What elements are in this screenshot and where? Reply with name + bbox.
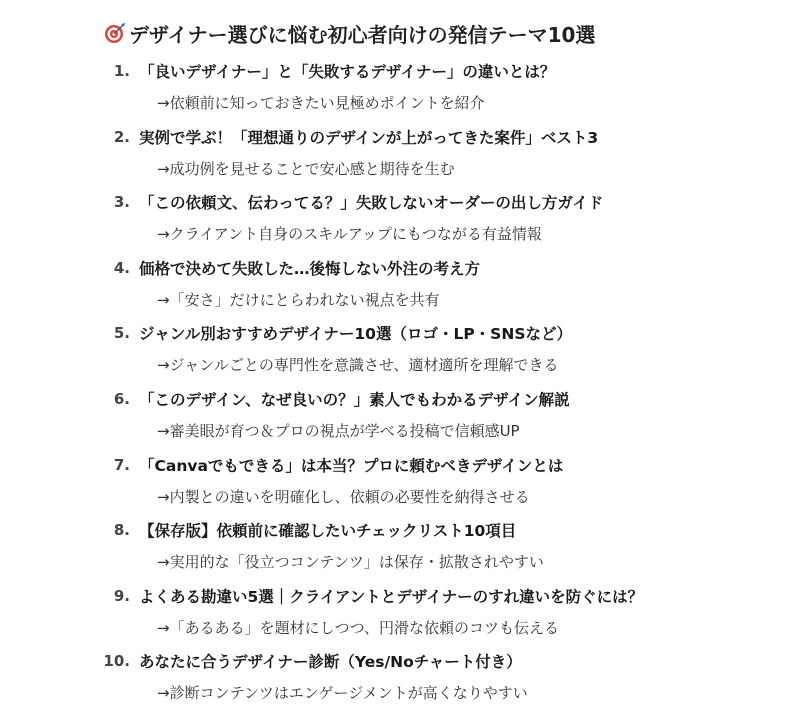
page-title-text: デザイナー選びに悩む初心者向けの発信テーマ10選 [129,22,596,47]
list-item-heading: 「Canvaでもできる」は本当？プロに頼むべきデザインとは [139,456,564,475]
list-item-heading: よくある勘違い5選｜クライアントとデザイナーのすれ違いを防ぐには？ [139,587,644,606]
list-item [0,60,790,126]
list-item [0,388,790,454]
page-title [104,18,595,48]
list-item-number: 6. [113,389,130,408]
list-item-description: →クライアント自身のスキルアップにもつながる有益情報 [157,225,542,244]
list-item-number: 1. [113,62,130,80]
list-item-heading: あなたに合うデザイナー診断（Yes/Noチャート付き） [139,653,522,672]
list-item-heading: 【保存版】依頼前に確認したいチェックリスト10項目 [139,522,517,541]
list-item-description: →診断コンテンツはエンゲージメントが高くなりやすい [157,684,528,703]
theme-list [0,60,790,716]
list-item-number: 5. [113,324,130,343]
list-item-description: →内製との違いを明確化し、依頼の必要性を納得させる [157,487,530,506]
list-item-description: →実用的な「役立つコンテンツ」は保存・拡散されやすい [157,553,544,572]
list-item [0,191,790,257]
list-item-number: 7. [113,455,130,474]
list-item-heading: 実例で学ぶ！「理想通りのデザインが上がってきた案件」ベスト3 [139,128,599,147]
list-item-heading: 「このデザイン、なぜ良いの？」素人でもわかるデザイン解説 [139,390,570,409]
list-item [0,585,790,651]
list-item-number: 2. [113,127,130,146]
list-item-description: →依頼前に知っておきたい見極めポイントを紹介 [157,94,485,112]
list-item [0,257,790,323]
list-item-number: 4. [113,258,130,277]
list-item-description: →「あるある」を題材にしつつ、円滑な依頼のコツも伝える [157,618,559,637]
list-item [0,126,790,192]
list-item-number: 10. [103,652,130,671]
list-item-description: →成功例を見せることで安心感と期待を生む [157,159,455,178]
list-item [0,650,790,716]
list-item-description: →「安さ」だけにとらわれない視点を共有 [157,290,440,309]
list-item-number: 9. [113,586,130,605]
list-item [0,322,790,388]
list-item-heading: 「この依頼文、伝わってる？」失敗しないオーダーの出し方ガイド [139,194,604,213]
list-item-heading: 価格で決めて失敗した…後悔しない外注の考え方 [139,259,481,278]
list-item [0,454,790,520]
list-item-heading: ジャンル別おすすめデザイナー10選（ロゴ・LP・SNSなど） [139,325,572,344]
list-item-number: 3. [113,193,130,212]
list-item-number: 8. [113,521,130,540]
dart-target-icon [104,22,126,44]
list-item-heading: 「良いデザイナー」と「失敗するデザイナー」の違いとは？ [139,63,556,81]
list-item-description: →ジャンルごとの専門性を意識させ、適材適所を理解できる [157,356,559,375]
list-item [0,519,790,585]
list-item-description: →審美眼が育つ＆プロの視点が学べる投稿で信頼感UP [157,421,520,440]
